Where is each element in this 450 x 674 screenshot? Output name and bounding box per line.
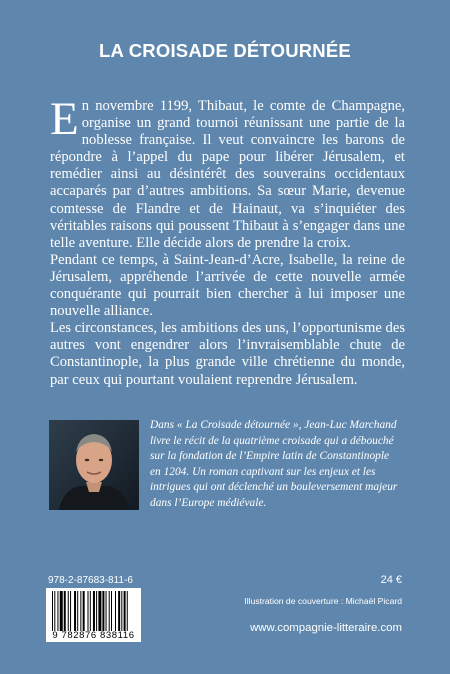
barcode-bar: [64, 591, 66, 631]
synopsis: [50, 93, 405, 389]
barcode-bar: [106, 591, 107, 631]
barcode-bar: [109, 591, 110, 631]
barcode-digits: 9 782876 838116: [52, 630, 135, 641]
barcode-bar: [98, 591, 101, 631]
barcode-bar: [127, 591, 128, 631]
cover-credit: Illustration de couverture : Michaël Picard: [244, 596, 402, 606]
synopsis-paragraph-2: Pendant ce temps, à Saint-Jean-d’Acre, Isabelle, la reine de Jérusalem, appréhende l’arrivée de cette nouvelle armée conquérante qui pourrait bien chercher à lui imposer une nouvelle alliance.: [50, 251, 405, 320]
barcode-bar: [102, 591, 104, 631]
barcode-bar: [121, 591, 122, 631]
publisher-website: www.compagnie-litteraire.com: [250, 622, 402, 634]
price: 24 €: [380, 574, 402, 586]
isbn: 978-2-87683-811-6: [48, 575, 133, 586]
barcode-bar: [74, 591, 76, 631]
synopsis-paragraph-1: [50, 93, 405, 252]
barcode-bar: [60, 591, 63, 631]
barcode-bar: [118, 591, 120, 631]
barcode-bars: [46, 588, 141, 632]
author-photo: [49, 420, 139, 510]
drop-cap: E: [50, 93, 79, 145]
barcode-bar: [111, 591, 112, 631]
book-title: LA CROISADE DÉTOURNÉE: [99, 40, 351, 61]
barcode-bar: [52, 591, 53, 631]
barcode-bar: [96, 591, 97, 631]
barcode-bar: [80, 591, 81, 631]
author-blurb: Dans « La Croisade détournée », Jean-Luc Marchand livre le récit de la quatrième croisade qui a débouché sur la fondation de l’Empire latin de Constantinople en 1204. Un roman captivant sur les enjeux et les intrigues qui ont déclenché un bouleversement majeur dans l’Europe médiévale.: [150, 419, 398, 509]
barcode-bar: [90, 591, 91, 631]
barcode-bar: [57, 591, 58, 631]
synopsis-paragraph-3: Les circonstances, les ambitions des uns, l’opportunisme des autres vont engendrer alors l’invraisemblable chute de Constantinople, la plus grande ville chrétienne du monde, par ceux qui pourtant voulaient reprendre Jérusalem.: [50, 320, 405, 388]
barcode: [46, 588, 141, 642]
barcode-bar: [68, 591, 69, 631]
author-portrait-illustration: [49, 420, 139, 510]
barcode-bar: [115, 591, 116, 631]
barcode-bar: [83, 591, 85, 631]
barcode-bar: [70, 591, 71, 631]
barcode-bar: [54, 591, 55, 631]
barcode-bar: [93, 591, 95, 631]
synopsis-paragraph-1-text: n novembre 1199, Thibaut, le comte de Champagne, organise un grand tournoi réunissant une partie de la noblesse française. Il veut convaincre les barons de répondre à l’appel du pape pour libérer Jérusalem, et remédier ainsi au désintérêt des souverains occidentaux accaparés par d’autres ambitions. Sa sœur Marie, devenue comtesse de Flandre et de Hainaut, va s’inquiéter des véritables raisons qui poussent Thibaut à s’engager dans une telle aventure. Elle décide alors de prendre la croix.: [50, 98, 405, 251]
barcode-bar: [77, 591, 78, 631]
barcode-bar: [88, 591, 89, 631]
barcode-bar: [124, 591, 126, 631]
